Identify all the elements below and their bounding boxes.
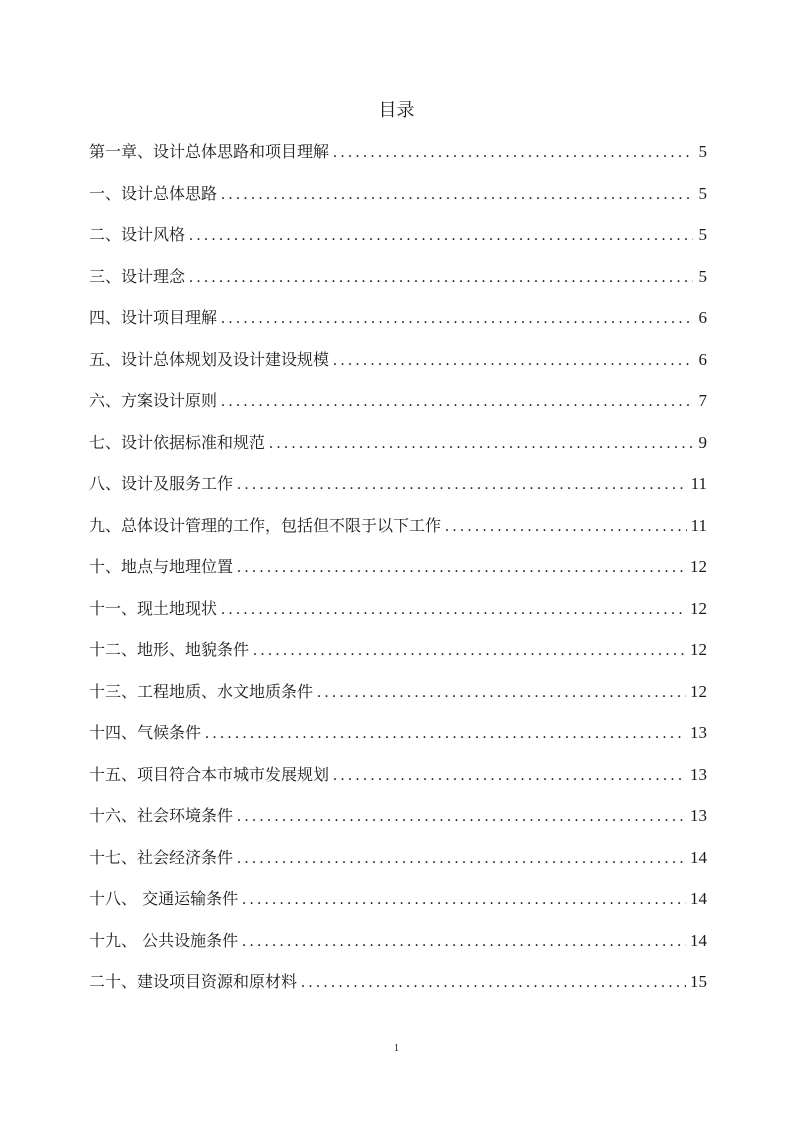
toc-entry-label: 十四、气候条件 bbox=[89, 723, 202, 742]
toc-leader-dots bbox=[445, 515, 687, 539]
toc-entry-label: 十五、项目符合本市城市发展规划 bbox=[89, 764, 330, 784]
toc-entry-label: 十六、社会环境条件 bbox=[89, 806, 234, 825]
toc-entry-page: 13 bbox=[690, 764, 707, 784]
toc-entry[interactable] bbox=[89, 265, 707, 307]
toc-entry-label: 九、总体设计管理的工作，包括但不限于以下工作 bbox=[89, 515, 442, 535]
toc-entry[interactable] bbox=[89, 140, 707, 182]
toc-leader-dots bbox=[221, 390, 693, 414]
toc-entry-page: 14 bbox=[690, 930, 707, 950]
toc-entry-page: 5 bbox=[698, 183, 707, 203]
toc-entry-page: 12 bbox=[690, 598, 707, 618]
toc-entry[interactable] bbox=[89, 306, 707, 348]
toc-entry-page: 13 bbox=[690, 723, 707, 742]
toc-entry-label: 四、设计项目理解 bbox=[89, 308, 218, 327]
toc-entry[interactable] bbox=[89, 887, 707, 929]
toc-entry-page: 15 bbox=[690, 972, 707, 991]
toc-entry[interactable] bbox=[89, 431, 707, 473]
toc-entry-page: 6 bbox=[698, 308, 707, 327]
toc-entry-label: 第一章、设计总体思路和项目理解 bbox=[89, 142, 330, 161]
toc-entry-label: 三、设计理念 bbox=[89, 266, 186, 286]
toc-entry-page: 11 bbox=[690, 515, 707, 535]
toc-entry[interactable] bbox=[89, 763, 707, 805]
toc-entry-label: 十一、现土地现状 bbox=[89, 598, 218, 618]
toc-leader-dots bbox=[221, 598, 686, 622]
toc-entry[interactable] bbox=[89, 223, 707, 265]
toc-entry[interactable] bbox=[89, 182, 707, 224]
toc-entry-label: 五、设计总体规划及设计建设规模 bbox=[89, 349, 330, 369]
toc-entry-page: 14 bbox=[690, 847, 707, 867]
toc-leader-dots bbox=[237, 805, 686, 829]
toc-entry-label: 二、设计风格 bbox=[89, 225, 186, 244]
toc-entry[interactable] bbox=[89, 804, 707, 846]
toc-entry-label: 一、设计总体思路 bbox=[89, 183, 218, 203]
toc-entry-page: 6 bbox=[698, 349, 707, 369]
toc-entry[interactable] bbox=[89, 638, 707, 680]
toc-entry-page: 5 bbox=[698, 266, 707, 286]
toc-leader-dots bbox=[237, 556, 686, 580]
toc-entry[interactable] bbox=[89, 970, 707, 1012]
toc-leader-dots bbox=[221, 307, 693, 331]
toc-entry-page: 12 bbox=[690, 640, 707, 659]
toc-leader-dots bbox=[333, 349, 693, 373]
toc-entry-label: 十九、 公共设施条件 bbox=[89, 930, 239, 950]
toc-entry[interactable] bbox=[89, 597, 707, 639]
toc-entry[interactable] bbox=[89, 472, 707, 514]
toc-entry-page: 5 bbox=[698, 142, 707, 161]
toc-entry[interactable] bbox=[89, 389, 707, 431]
toc-entry-page: 13 bbox=[690, 806, 707, 825]
toc-entry-label: 十二、地形、地貌条件 bbox=[89, 640, 250, 659]
toc-leader-dots bbox=[333, 764, 686, 788]
toc-leader-dots bbox=[242, 930, 686, 954]
toc-entry-label: 六、方案设计原则 bbox=[89, 391, 218, 410]
table-of-contents bbox=[89, 140, 707, 1012]
toc-entry-page: 12 bbox=[690, 681, 707, 701]
toc-entry[interactable] bbox=[89, 348, 707, 390]
toc-entry-page: 9 bbox=[698, 432, 707, 452]
toc-entry[interactable] bbox=[89, 721, 707, 763]
toc-entry-label: 十八、 交通运输条件 bbox=[89, 889, 239, 908]
toc-leader-dots bbox=[242, 888, 686, 912]
page-number: 1 bbox=[394, 1043, 399, 1054]
toc-leader-dots bbox=[189, 224, 693, 248]
toc-title: 目录 bbox=[378, 100, 415, 121]
toc-leader-dots bbox=[189, 266, 693, 290]
toc-leader-dots bbox=[333, 141, 693, 165]
toc-entry[interactable] bbox=[89, 514, 707, 556]
toc-leader-dots bbox=[237, 847, 686, 871]
toc-entry-page: 11 bbox=[690, 474, 707, 493]
toc-entry-label: 十、地点与地理位置 bbox=[89, 557, 234, 576]
toc-leader-dots bbox=[253, 639, 686, 663]
toc-entry-label: 七、设计依据标准和规范 bbox=[89, 432, 266, 452]
toc-entry-page: 7 bbox=[698, 391, 707, 410]
toc-leader-dots bbox=[269, 432, 693, 456]
toc-leader-dots bbox=[237, 473, 687, 497]
toc-leader-dots bbox=[317, 681, 686, 705]
toc-entry-page: 5 bbox=[698, 225, 707, 244]
toc-entry[interactable] bbox=[89, 929, 707, 971]
toc-entry-page: 12 bbox=[690, 557, 707, 576]
toc-entry[interactable] bbox=[89, 680, 707, 722]
toc-leader-dots bbox=[301, 971, 686, 995]
toc-entry-label: 二十、建设项目资源和原材料 bbox=[89, 972, 298, 991]
toc-entry-label: 十七、社会经济条件 bbox=[89, 847, 234, 867]
toc-entry-label: 十三、工程地质、水文地质条件 bbox=[89, 681, 314, 701]
toc-entry[interactable] bbox=[89, 846, 707, 888]
toc-entry-label: 八、设计及服务工作 bbox=[89, 474, 234, 493]
toc-leader-dots bbox=[205, 722, 686, 746]
toc-entry[interactable] bbox=[89, 555, 707, 597]
toc-leader-dots bbox=[221, 183, 693, 207]
toc-entry-page: 14 bbox=[690, 889, 707, 908]
